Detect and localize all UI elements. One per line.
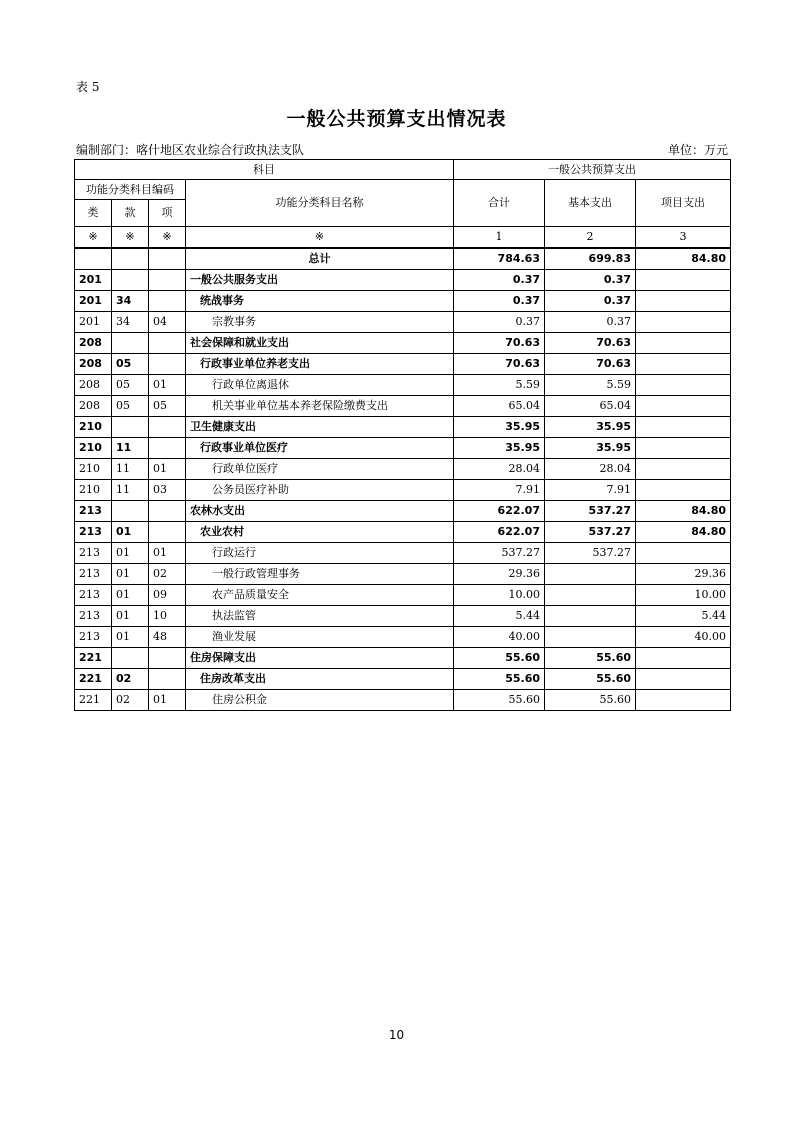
total-sum: 784.63 bbox=[454, 248, 545, 270]
cell-project bbox=[636, 333, 731, 354]
cell-basic: 537.27 bbox=[545, 522, 636, 543]
cell-total: 28.04 bbox=[454, 459, 545, 480]
cell-lei: 221 bbox=[75, 669, 112, 690]
cell-total: 0.37 bbox=[454, 291, 545, 312]
table-row bbox=[75, 501, 731, 522]
cell-xiang bbox=[149, 669, 186, 690]
cell-xiang bbox=[149, 648, 186, 669]
cell-total: 70.63 bbox=[454, 354, 545, 375]
cell-basic: 537.27 bbox=[545, 543, 636, 564]
mark-lei: ※ bbox=[75, 227, 112, 249]
cell-lei: 208 bbox=[75, 396, 112, 417]
table-row bbox=[75, 312, 731, 333]
cell-xiang bbox=[149, 291, 186, 312]
table-row bbox=[75, 270, 731, 291]
header-lei: 类 bbox=[75, 200, 112, 227]
cell-total: 622.07 bbox=[454, 522, 545, 543]
cell-basic: 70.63 bbox=[545, 354, 636, 375]
cell-basic: 55.60 bbox=[545, 648, 636, 669]
cell-kuan: 34 bbox=[112, 312, 149, 333]
header-budget: 一般公共预算支出 bbox=[454, 160, 731, 180]
cell-basic bbox=[545, 585, 636, 606]
cell-kuan: 02 bbox=[112, 690, 149, 711]
page-title: 一般公共预算支出情况表 bbox=[286, 108, 507, 130]
cell-kuan: 05 bbox=[112, 354, 149, 375]
cell-project: 5.44 bbox=[636, 606, 731, 627]
cell-basic: 0.37 bbox=[545, 312, 636, 333]
mark-kuan: ※ bbox=[112, 227, 149, 249]
table-row bbox=[75, 564, 731, 585]
cell-kuan bbox=[112, 648, 149, 669]
cell-basic: 5.59 bbox=[545, 375, 636, 396]
mark-xiang: ※ bbox=[149, 227, 186, 249]
cell-name: 住房改革支出 bbox=[186, 669, 454, 690]
cell-total: 55.60 bbox=[454, 690, 545, 711]
cell-kuan: 11 bbox=[112, 480, 149, 501]
cell-lei: 210 bbox=[75, 480, 112, 501]
cell-lei: 213 bbox=[75, 606, 112, 627]
cell-xiang: 02 bbox=[149, 564, 186, 585]
cell-name: 执法监管 bbox=[186, 606, 454, 627]
cell-lei: 201 bbox=[75, 312, 112, 333]
header-code: 功能分类科目编码 bbox=[75, 180, 186, 200]
cell-name: 渔业发展 bbox=[186, 627, 454, 648]
cell-xiang: 01 bbox=[149, 543, 186, 564]
cell-name: 行政单位医疗 bbox=[186, 459, 454, 480]
cell-project: 84.80 bbox=[636, 501, 731, 522]
cell-lei: 213 bbox=[75, 564, 112, 585]
cell-project bbox=[636, 312, 731, 333]
cell-project bbox=[636, 543, 731, 564]
cell-xiang: 48 bbox=[149, 627, 186, 648]
cell-total: 0.37 bbox=[454, 270, 545, 291]
cell-total: 5.44 bbox=[454, 606, 545, 627]
cell-lei: 213 bbox=[75, 627, 112, 648]
cell-basic: 55.60 bbox=[545, 669, 636, 690]
cell-name: 公务员医疗补助 bbox=[186, 480, 454, 501]
table-row bbox=[75, 417, 731, 438]
cell-project bbox=[636, 417, 731, 438]
cell-kuan: 01 bbox=[112, 606, 149, 627]
cell-xiang: 01 bbox=[149, 375, 186, 396]
cell-total: 35.95 bbox=[454, 438, 545, 459]
total-row bbox=[75, 248, 731, 270]
cell-total: 40.00 bbox=[454, 627, 545, 648]
cell-lei: 221 bbox=[75, 648, 112, 669]
cell-kuan: 02 bbox=[112, 669, 149, 690]
table-row bbox=[75, 627, 731, 648]
cell-lei: 213 bbox=[75, 543, 112, 564]
cell-basic: 65.04 bbox=[545, 396, 636, 417]
cell-xiang: 04 bbox=[149, 312, 186, 333]
mark-name: ※ bbox=[186, 227, 454, 249]
cell-total: 5.59 bbox=[454, 375, 545, 396]
cell-total: 537.27 bbox=[454, 543, 545, 564]
total-project: 84.80 bbox=[636, 248, 731, 270]
cell-project bbox=[636, 396, 731, 417]
total-basic: 699.83 bbox=[545, 248, 636, 270]
cell-project: 84.80 bbox=[636, 522, 731, 543]
cell-kuan: 01 bbox=[112, 627, 149, 648]
table-row bbox=[75, 438, 731, 459]
table-row bbox=[75, 333, 731, 354]
cell-name: 行政单位离退休 bbox=[186, 375, 454, 396]
cell-project bbox=[636, 648, 731, 669]
cell-kuan: 01 bbox=[112, 543, 149, 564]
table-row bbox=[75, 375, 731, 396]
cell-xiang bbox=[149, 501, 186, 522]
header-kuan: 款 bbox=[112, 200, 149, 227]
table-row bbox=[75, 291, 731, 312]
cell-project: 40.00 bbox=[636, 627, 731, 648]
cell-lei: 208 bbox=[75, 354, 112, 375]
col-number-3: 3 bbox=[636, 227, 731, 249]
cell-lei: 213 bbox=[75, 585, 112, 606]
table-row bbox=[75, 459, 731, 480]
cell-xiang: 01 bbox=[149, 690, 186, 711]
cell-project bbox=[636, 291, 731, 312]
cell-kuan: 11 bbox=[112, 438, 149, 459]
cell-project bbox=[636, 669, 731, 690]
cell-basic: 0.37 bbox=[545, 270, 636, 291]
cell-xiang bbox=[149, 333, 186, 354]
header-project: 项目支出 bbox=[636, 180, 731, 227]
cell-basic: 28.04 bbox=[545, 459, 636, 480]
cell-lei: 210 bbox=[75, 417, 112, 438]
cell-xiang: 10 bbox=[149, 606, 186, 627]
table-row bbox=[75, 606, 731, 627]
cell-xiang bbox=[149, 270, 186, 291]
cell-kuan bbox=[112, 417, 149, 438]
cell-name: 行政运行 bbox=[186, 543, 454, 564]
cell-lei: 201 bbox=[75, 291, 112, 312]
cell-xiang bbox=[149, 417, 186, 438]
col-number-1: 1 bbox=[454, 227, 545, 249]
cell-total: 29.36 bbox=[454, 564, 545, 585]
cell-basic bbox=[545, 606, 636, 627]
cell-lei: 208 bbox=[75, 375, 112, 396]
cell-lei: 208 bbox=[75, 333, 112, 354]
table-row bbox=[75, 690, 731, 711]
cell-lei: 221 bbox=[75, 690, 112, 711]
table-row bbox=[75, 354, 731, 375]
cell-basic: 537.27 bbox=[545, 501, 636, 522]
cell-xiang: 03 bbox=[149, 480, 186, 501]
cell-name: 机关事业单位基本养老保险缴费支出 bbox=[186, 396, 454, 417]
cell-name: 农林水支出 bbox=[186, 501, 454, 522]
budget-table bbox=[74, 159, 731, 711]
cell-kuan bbox=[112, 270, 149, 291]
cell-lei: 213 bbox=[75, 501, 112, 522]
cell-name: 一般公共服务支出 bbox=[186, 270, 454, 291]
cell-kuan: 05 bbox=[112, 396, 149, 417]
table-label: 表 5 bbox=[76, 80, 100, 94]
cell-project bbox=[636, 354, 731, 375]
cell-total: 70.63 bbox=[454, 333, 545, 354]
table-row bbox=[75, 585, 731, 606]
cell-xiang bbox=[149, 438, 186, 459]
cell-project bbox=[636, 375, 731, 396]
cell-project bbox=[636, 270, 731, 291]
cell-project bbox=[636, 690, 731, 711]
cell-basic bbox=[545, 564, 636, 585]
cell-kuan: 34 bbox=[112, 291, 149, 312]
header-name: 功能分类科目名称 bbox=[186, 180, 454, 227]
cell-project bbox=[636, 480, 731, 501]
cell-name: 农业农村 bbox=[186, 522, 454, 543]
cell-name: 农产品质量安全 bbox=[186, 585, 454, 606]
cell-xiang: 01 bbox=[149, 459, 186, 480]
cell-xiang bbox=[149, 522, 186, 543]
table-row bbox=[75, 648, 731, 669]
cell-lei: 210 bbox=[75, 438, 112, 459]
cell-name: 住房保障支出 bbox=[186, 648, 454, 669]
total-label: 总计 bbox=[186, 248, 454, 270]
cell-xiang: 05 bbox=[149, 396, 186, 417]
cell-kuan: 01 bbox=[112, 522, 149, 543]
cell-kuan: 01 bbox=[112, 564, 149, 585]
cell-lei: 213 bbox=[75, 522, 112, 543]
cell-basic: 35.95 bbox=[545, 438, 636, 459]
cell-name: 卫生健康支出 bbox=[186, 417, 454, 438]
table-row bbox=[75, 396, 731, 417]
cell-total: 55.60 bbox=[454, 669, 545, 690]
page-number: 10 bbox=[388, 1028, 405, 1042]
cell-basic: 55.60 bbox=[545, 690, 636, 711]
cell-total: 622.07 bbox=[454, 501, 545, 522]
cell-total: 10.00 bbox=[454, 585, 545, 606]
cell-name: 统战事务 bbox=[186, 291, 454, 312]
cell-xiang: 09 bbox=[149, 585, 186, 606]
cell-kuan: 05 bbox=[112, 375, 149, 396]
cell-basic: 7.91 bbox=[545, 480, 636, 501]
unit-label: 单位：万元 bbox=[667, 143, 728, 157]
header-basic: 基本支出 bbox=[545, 180, 636, 227]
cell-total: 55.60 bbox=[454, 648, 545, 669]
cell-project bbox=[636, 459, 731, 480]
table-row bbox=[75, 669, 731, 690]
col-number-2: 2 bbox=[545, 227, 636, 249]
header-subject: 科目 bbox=[75, 160, 454, 180]
cell-basic: 70.63 bbox=[545, 333, 636, 354]
cell-xiang bbox=[149, 354, 186, 375]
cell-total: 35.95 bbox=[454, 417, 545, 438]
cell-lei: 210 bbox=[75, 459, 112, 480]
cell-total: 7.91 bbox=[454, 480, 545, 501]
cell-kuan bbox=[112, 501, 149, 522]
table-row bbox=[75, 480, 731, 501]
cell-name: 一般行政管理事务 bbox=[186, 564, 454, 585]
cell-name: 宗教事务 bbox=[186, 312, 454, 333]
table-row bbox=[75, 543, 731, 564]
header-total: 合计 bbox=[454, 180, 545, 227]
department-label: 编制部门：喀什地区农业综合行政执法支队 bbox=[76, 143, 305, 157]
cell-project bbox=[636, 438, 731, 459]
cell-kuan: 11 bbox=[112, 459, 149, 480]
cell-basic: 0.37 bbox=[545, 291, 636, 312]
cell-total: 0.37 bbox=[454, 312, 545, 333]
cell-name: 行政事业单位医疗 bbox=[186, 438, 454, 459]
header-xiang: 项 bbox=[149, 200, 186, 227]
cell-kuan: 01 bbox=[112, 585, 149, 606]
cell-basic: 35.95 bbox=[545, 417, 636, 438]
cell-name: 行政事业单位养老支出 bbox=[186, 354, 454, 375]
cell-lei: 201 bbox=[75, 270, 112, 291]
cell-kuan bbox=[112, 333, 149, 354]
cell-project: 29.36 bbox=[636, 564, 731, 585]
table-row bbox=[75, 522, 731, 543]
cell-total: 65.04 bbox=[454, 396, 545, 417]
cell-basic bbox=[545, 627, 636, 648]
cell-project: 10.00 bbox=[636, 585, 731, 606]
cell-name: 社会保障和就业支出 bbox=[186, 333, 454, 354]
cell-name: 住房公积金 bbox=[186, 690, 454, 711]
